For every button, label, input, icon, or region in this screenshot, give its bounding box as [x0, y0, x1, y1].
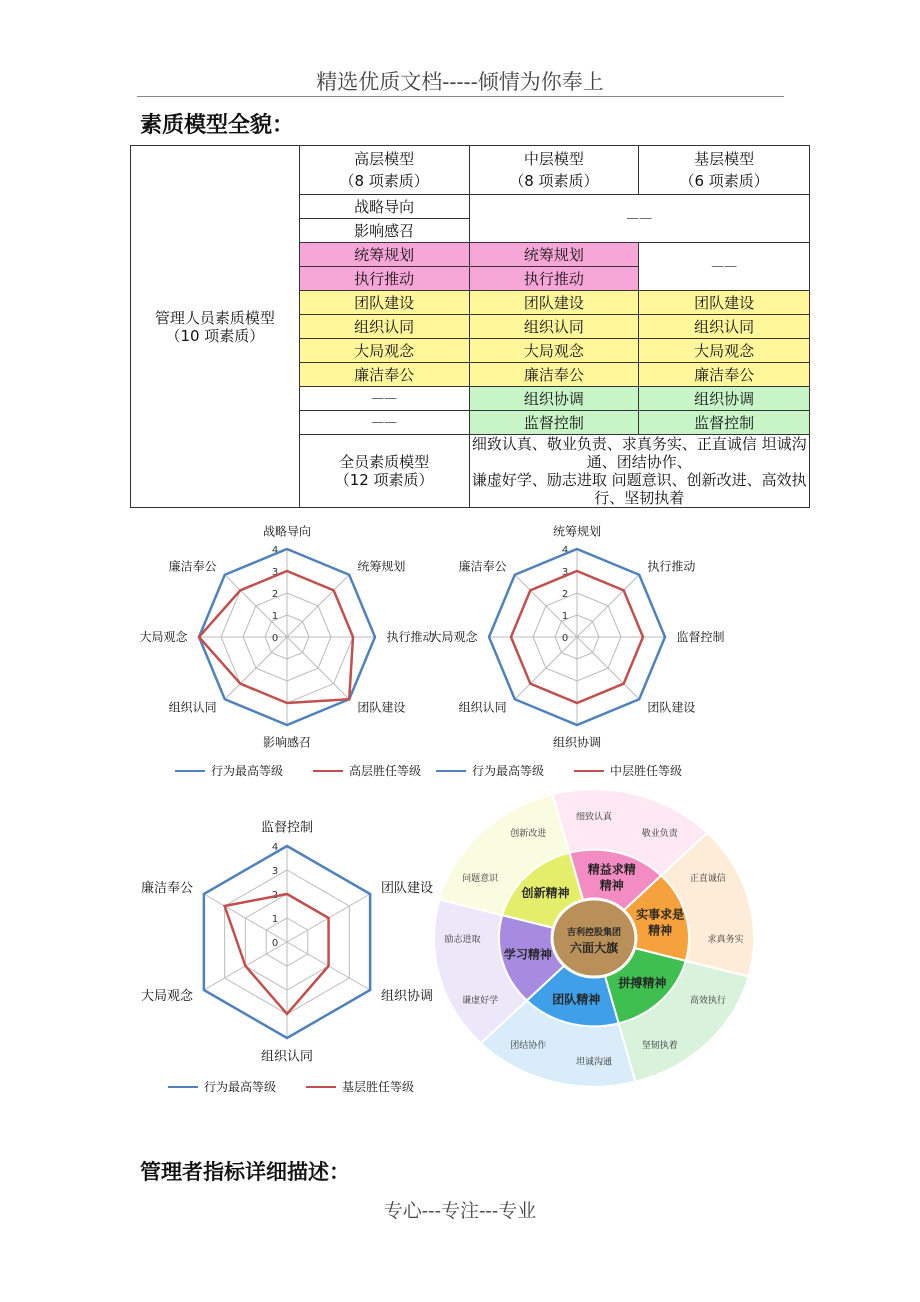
radar-axis-label: 统筹规划 [552, 524, 602, 539]
radar-axis-label: 统筹规划 [357, 559, 406, 574]
wheel-spirit-label: 精益求精 [587, 862, 636, 877]
wheel-trait-label: 坦诚沟通 [575, 1057, 613, 1068]
cell-dash: —— [299, 387, 469, 411]
all-model-cell [299, 435, 469, 508]
legend-high [175, 762, 421, 779]
page-header: 精选优质文档-----倾情为你奉上 [316, 70, 604, 94]
radar-tick-label: 3 [271, 866, 279, 877]
cell-high-integrity: 廉洁奉公 [299, 363, 469, 387]
radar-axis-label: 廉洁奉公 [141, 880, 194, 896]
wheel-spirit-label: 实事求是 [636, 907, 685, 922]
cell-mid-integrity: 廉洁奉公 [469, 363, 639, 387]
radar-tick-label: 0 [271, 633, 279, 644]
wheel-trait-label: 细致认真 [575, 812, 613, 823]
mgmt-model-cell [131, 146, 300, 508]
cell-dash: —— [469, 195, 810, 243]
wheel-trait-label: 坚韧执着 [641, 1040, 678, 1051]
wheel-center [552, 899, 636, 977]
header-rule [137, 96, 784, 97]
radar-chart-base [130, 818, 440, 1068]
wheel-center-label: 吉利控股集团 [566, 928, 622, 938]
cell-base-overall: 大局观念 [639, 339, 810, 363]
wheel-trait-label: 敬业负责 [641, 829, 678, 840]
radar-tick-label: 2 [271, 589, 279, 600]
wheel-trait-label: 问题意识 [462, 873, 499, 884]
wheel-trait-label: 正直诚信 [689, 873, 726, 884]
radar-axis-label: 团队建设 [380, 880, 433, 896]
wheel-spirit-label: 创新精神 [521, 885, 570, 900]
competency-table [130, 145, 810, 508]
legend-swatch-max [436, 770, 466, 772]
cell-high-team: 团队建设 [299, 291, 469, 315]
cell-high-execution: 执行推动 [299, 267, 469, 291]
cell-base-integrity: 廉洁奉公 [639, 363, 810, 387]
cell-base-team: 团队建设 [639, 291, 810, 315]
six-flag-wheel [432, 788, 757, 1090]
radar-axis-label: 廉洁奉公 [458, 559, 507, 574]
page-footer: 专心---专注---专业 [383, 1200, 537, 1222]
cell-high-strategy: 战略导向 [299, 195, 469, 219]
col-mid-name: 中层模型 [523, 150, 584, 168]
radar-axis-label: 组织认同 [168, 700, 217, 715]
cell-mid-coordination: 组织协调 [469, 387, 639, 411]
col-high-name: 高层模型 [354, 150, 415, 168]
radar-axis-label: 团队建设 [647, 700, 696, 715]
cell-high-overall: 大局观念 [299, 339, 469, 363]
col-header-base [639, 146, 810, 195]
radar-tick-label: 2 [271, 890, 279, 901]
legend-swatch-max [168, 1086, 198, 1088]
col-header-mid [469, 146, 639, 195]
wheel-spirit-label: 团队精神 [552, 992, 601, 1007]
radar-tick-label: 0 [561, 633, 569, 644]
wheel-spirit-label: 精神 [648, 923, 673, 938]
radar-tick-label: 1 [271, 611, 279, 622]
radar-tick-label: 1 [561, 611, 569, 622]
radar-axis-label: 组织协调 [552, 735, 602, 750]
wheel-trait-label: 谦虚好学 [462, 996, 499, 1007]
radar-axis-label: 监督控制 [676, 630, 725, 644]
all-model-traits [469, 435, 810, 508]
all-model-title: 全员素质模型 [339, 453, 430, 471]
radar-series-line [225, 894, 329, 1014]
mgmt-model-title: 管理人员素质模型 [154, 308, 275, 327]
cell-mid-planning: 统筹规划 [469, 243, 639, 267]
radar-chart-high [130, 520, 450, 760]
col-base-name: 基层模型 [694, 150, 755, 168]
radar-axis-label: 执行推动 [386, 630, 435, 644]
radar-tick-label: 2 [561, 589, 569, 600]
radar-axis-label: 大局观念 [141, 989, 194, 1005]
all-traits-line2: 谦虚好学、励志进取 问题意识、创新改进、高效执行、坚韧执着 [471, 471, 807, 507]
col-mid-count: （8 项素质） [509, 172, 599, 190]
radar-axis-label: 监督控制 [260, 820, 314, 836]
cell-mid-team: 团队建设 [469, 291, 639, 315]
radar-tick-label: 3 [561, 567, 569, 578]
legend-swatch-mid [574, 770, 604, 772]
legend-swatch-high [313, 770, 343, 772]
cell-high-identity: 组织认同 [299, 315, 469, 339]
cell-mid-identity: 组织认同 [469, 315, 639, 339]
col-base-count: （6 项素质） [679, 172, 769, 190]
legend-mid [436, 762, 682, 779]
radar-axis-label: 组织协调 [380, 989, 433, 1005]
legend-label-max: 行为最高等级 [211, 764, 284, 778]
radar-axis-label: 廉洁奉公 [168, 559, 217, 574]
cell-dash: —— [299, 411, 469, 435]
legend-label-max: 行为最高等级 [472, 764, 545, 778]
cell-base-coordination: 组织协调 [639, 387, 810, 411]
cell-dash: —— [639, 243, 810, 291]
cell-mid-overall: 大局观念 [469, 339, 639, 363]
wheel-trait-label: 团结协作 [510, 1040, 547, 1051]
cell-mid-supervision: 监督控制 [469, 411, 639, 435]
all-model-count: （12 项素质） [334, 471, 434, 489]
radar-axis-label: 战略导向 [262, 524, 312, 539]
radar-chart-mid [420, 520, 740, 760]
radar-tick-label: 3 [271, 567, 279, 578]
legend-label-max: 行为最高等级 [204, 1080, 277, 1094]
cell-base-identity: 组织认同 [639, 315, 810, 339]
wheel-trait-label: 创新改进 [510, 829, 547, 840]
radar-axis-label: 大局观念 [429, 630, 478, 644]
radar-tick-label: 4 [271, 842, 279, 853]
section-title: 素质模型全貌： [140, 113, 295, 138]
wheel-trait-label: 高效执行 [689, 996, 726, 1007]
radar-axis-label: 大局观念 [139, 630, 188, 644]
radar-axis-label: 团队建设 [357, 700, 406, 715]
col-high-count: （8 项素质） [339, 172, 429, 190]
wheel-spirit-label: 精神 [599, 878, 624, 893]
legend-label-high: 高层胜任等级 [349, 764, 422, 778]
cell-high-influence: 影响感召 [299, 219, 469, 243]
radar-axis-label: 执行推动 [647, 559, 696, 574]
wheel-trait-label: 求真务实 [707, 935, 744, 945]
wheel-spirit-label: 拼搏精神 [618, 976, 667, 991]
col-header-high [299, 146, 469, 195]
radar-axis-label: 组织认同 [260, 1049, 314, 1065]
radar-tick-label: 1 [271, 914, 279, 925]
legend-label-base: 基层胜任等级 [342, 1080, 415, 1094]
wheel-trait-label: 励志进取 [444, 935, 481, 945]
mgmt-model-count: （10 项素质） [165, 326, 265, 345]
radar-axis-label: 影响感召 [262, 735, 312, 750]
cell-high-planning: 统筹规划 [299, 243, 469, 267]
radar-tick-label: 0 [271, 938, 279, 949]
cell-base-supervision: 监督控制 [639, 411, 810, 435]
legend-label-mid: 中层胜任等级 [610, 764, 683, 778]
section2-title: 管理者指标详细描述： [140, 1160, 350, 1184]
legend-swatch-base [306, 1086, 336, 1088]
radar-axis-label: 组织认同 [458, 700, 507, 715]
radar-tick-label: 4 [271, 545, 279, 556]
wheel-spirit-label: 学习精神 [503, 947, 552, 962]
legend-swatch-max [175, 770, 205, 772]
cell-mid-execution: 执行推动 [469, 267, 639, 291]
radar-tick-label: 4 [561, 545, 569, 556]
legend-base [168, 1078, 414, 1095]
wheel-center-label: 六面大旗 [569, 941, 619, 955]
all-traits-line1: 细致认真、敬业负责、求真务实、正直诚信 坦诚沟通、团结协作、 [471, 435, 807, 471]
